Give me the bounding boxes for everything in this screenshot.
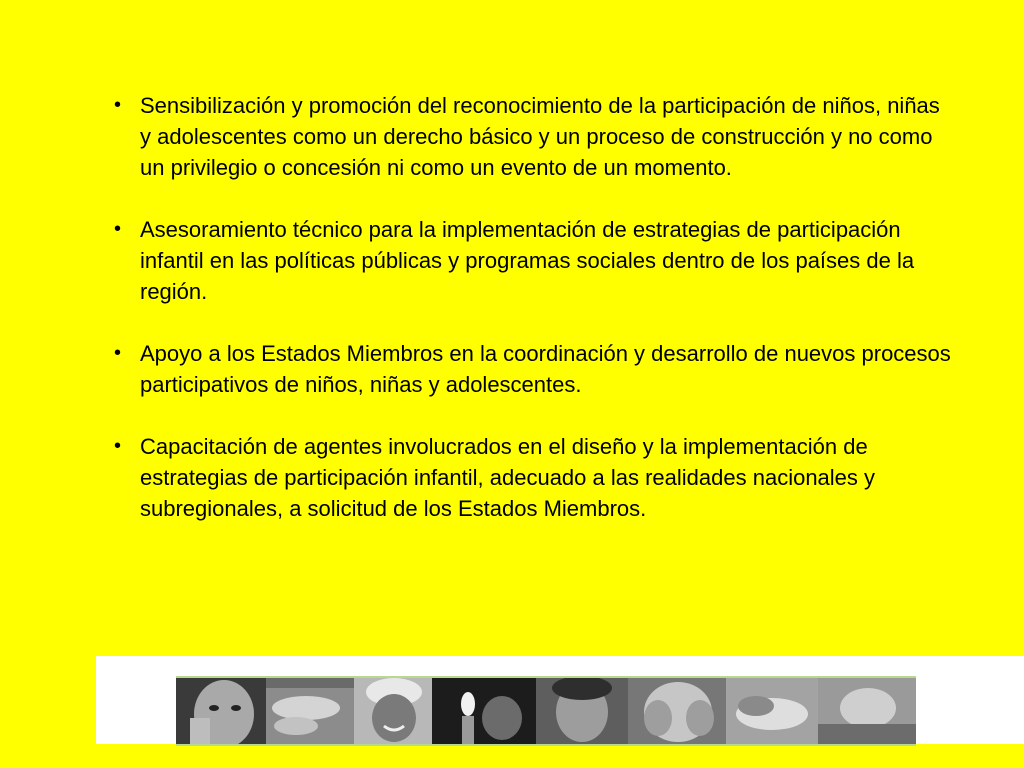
bullet-item [112, 90, 952, 183]
child-portrait-photo [536, 678, 628, 744]
holding-hands-photo [726, 678, 818, 744]
bullet-text: Asesoramiento técnico para la implementación de estrategias de participación infantil en las políticas públicas y programas sociales dentro de los países de la región. [140, 217, 915, 304]
bullet-list [112, 90, 952, 555]
child-with-candle-photo [432, 678, 536, 744]
bullet-item [112, 431, 952, 524]
bullet-icon: • [114, 435, 122, 457]
bullet-icon: • [114, 218, 122, 240]
bullet-item [112, 214, 952, 307]
bullet-icon: • [114, 342, 122, 364]
bullet-text: Capacitación de agentes involucrados en el diseño y la implementación de estrategias de participación infantil, adecuado a las realidades nacionales y subregionales, a solicitud de los Estados Miembros. [140, 434, 876, 521]
bullet-text: Apoyo a los Estados Miembros en la coordinación y desarrollo de nuevos procesos participativos de niños, niñas y adolescentes. [140, 341, 951, 397]
footer-band [96, 656, 1024, 744]
hands-photo [266, 678, 354, 744]
smiling-child-photo [354, 678, 432, 744]
bullet-text: Sensibilización y promoción del reconocimiento de la participación de niños, niñas y adolescentes como un derecho básico y un proceso de construcción y no como un privilegio o concesión ni como un evento de un momento. [140, 93, 940, 180]
child-hiding-face-photo [628, 678, 726, 744]
bullet-icon: • [114, 94, 122, 116]
bullet-item [112, 338, 952, 400]
photo-strip [176, 676, 916, 746]
sleeping-child-photo [818, 678, 916, 744]
child-face-photo [176, 678, 266, 744]
